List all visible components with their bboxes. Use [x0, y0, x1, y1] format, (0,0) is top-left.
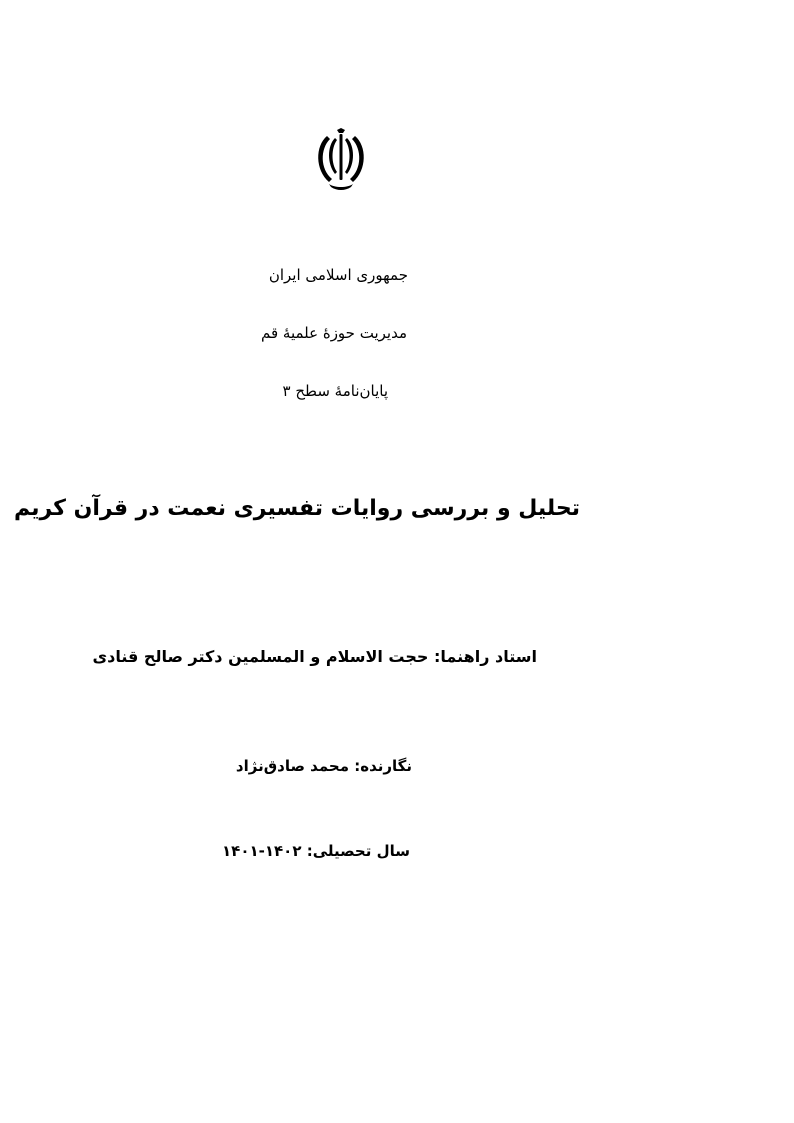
thesis-level-label: پایان‌نامۀ سطح ۳	[282, 382, 388, 400]
advisor-line: استاد راهنما: حجت الاسلام و المسلمین دکتر صالح قنادی	[92, 647, 537, 666]
iran-emblem-icon	[313, 128, 369, 192]
republic-label: جمهوری اسلامی ایران	[268, 266, 408, 284]
author-line: نگارنده: محمد صادق‌نژاد	[235, 757, 412, 775]
seminary-label: مدیریت حوزۀ علمیۀ قم	[260, 324, 407, 342]
thesis-title: تحلیل و بررسی روایات تفسیری نعمت در قرآن کریم	[13, 496, 580, 521]
academic-year-line: سال تحصیلی: ۱۴۰۲-۱۴۰۱	[222, 842, 410, 860]
